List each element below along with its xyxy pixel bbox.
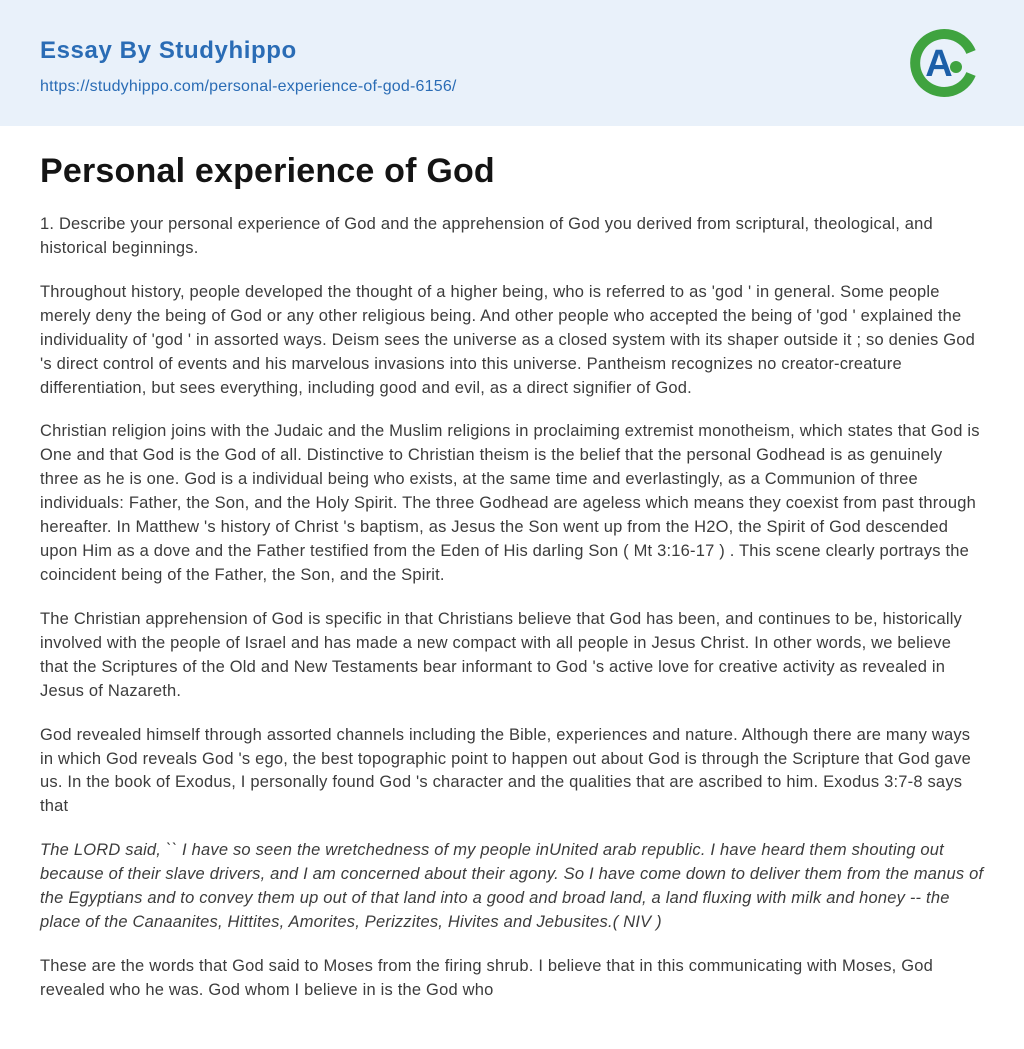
paragraph: Christian religion joins with the Judaic and the Muslim religions in proclaiming extremist monotheism, which states that God is One and that God is the God of all. Distinctive to Christian theism is the belief that the personal Godhead is as genuinely three as he is one. God is a individual being who exists, at the same time and everlastingly, as a Communion of three individuals: Father, the Son, and the Holy Spirit. The three Godhead are ageless which means they coexist from past through hereafter. In Matthew 's history of Christ 's baptism, as Jesus the Son went up from the H2O, the Spirit of God descended upon Him as a dove and the Father testified from the Eden of His darling Son ( Mt 3:16-17 ) . This scene clearly portrays the coincident being of the Father, the Son, and the Spirit. xyxy=(40,422,980,584)
brand-title: Essay By Studyhippo xyxy=(40,36,297,64)
studyhippo-logo-icon xyxy=(904,23,984,103)
paragraph: These are the words that God said to Moses from the firing shrub. I believe that in this communicating with Moses, God revealed who he was. God whom I believe in is the God who xyxy=(40,956,934,999)
page-title: Personal experience of God xyxy=(40,152,495,190)
page-header xyxy=(0,0,1024,126)
paragraph: Throughout history, people developed the thought of a higher being, who is referred to as 'god ' in general. Some people merely deny the being of God or any other religious being. And other people who accepted the being of 'god ' explained the individuality of 'god ' in assorted ways. Deism sees the universe as a closed system with its shaper outside it ; so denies God 's direct control of events and his marvelous invasions into this universe. Pantheism recognizes no creator-creature differentiation, but sees everything, including good and evil, as a direct signifier of God. xyxy=(40,282,976,397)
article-body xyxy=(40,213,984,1003)
header-text-block xyxy=(40,31,457,96)
source-url-link[interactable]: https://studyhippo.com/personal-experience-of-god-6156/ xyxy=(40,77,457,95)
paragraph: The Christian apprehension of God is specific in that Christians believe that God has been, and continues to be, historically involved with the people of Israel and has made a new compact with all people in Jesus Christ. In other words, we believe that the Scriptures of the Old and New Testaments bear informant to God 's active love for creative activity as revealed in Jesus of Nazareth. xyxy=(40,609,963,700)
paragraph: 1. Describe your personal experience of God and the apprehension of God you derived from scriptural, theological, and historical beginnings. xyxy=(40,215,933,257)
logo-letter: A xyxy=(925,43,953,85)
quote-paragraph: The LORD said, `` I have so seen the wretchedness of my people inUnited arab republic. I have heard them shouting out because of their slave drivers, and I am concerned about their agony. So I have come down to deliver them from the manus of the Egyptians and to convey them up out of that land into a good and broad land, a land fluxing with milk and honey -- the place of the Canaanites, Hittites, Amorites, Perizzites, Hivites and Jebusites.( NIV ) xyxy=(40,841,984,932)
paragraph: God revealed himself through assorted channels including the Bible, experiences and nature. Although there are many ways in which God reveals God 's ego, the best topographic point to happen out about God is through the Scripture that God gave us. In the book of Exodus, I personally found God 's character and the qualities that are ascribed to him. Exodus 3:7-8 says that xyxy=(40,725,972,816)
article xyxy=(0,126,1024,1003)
